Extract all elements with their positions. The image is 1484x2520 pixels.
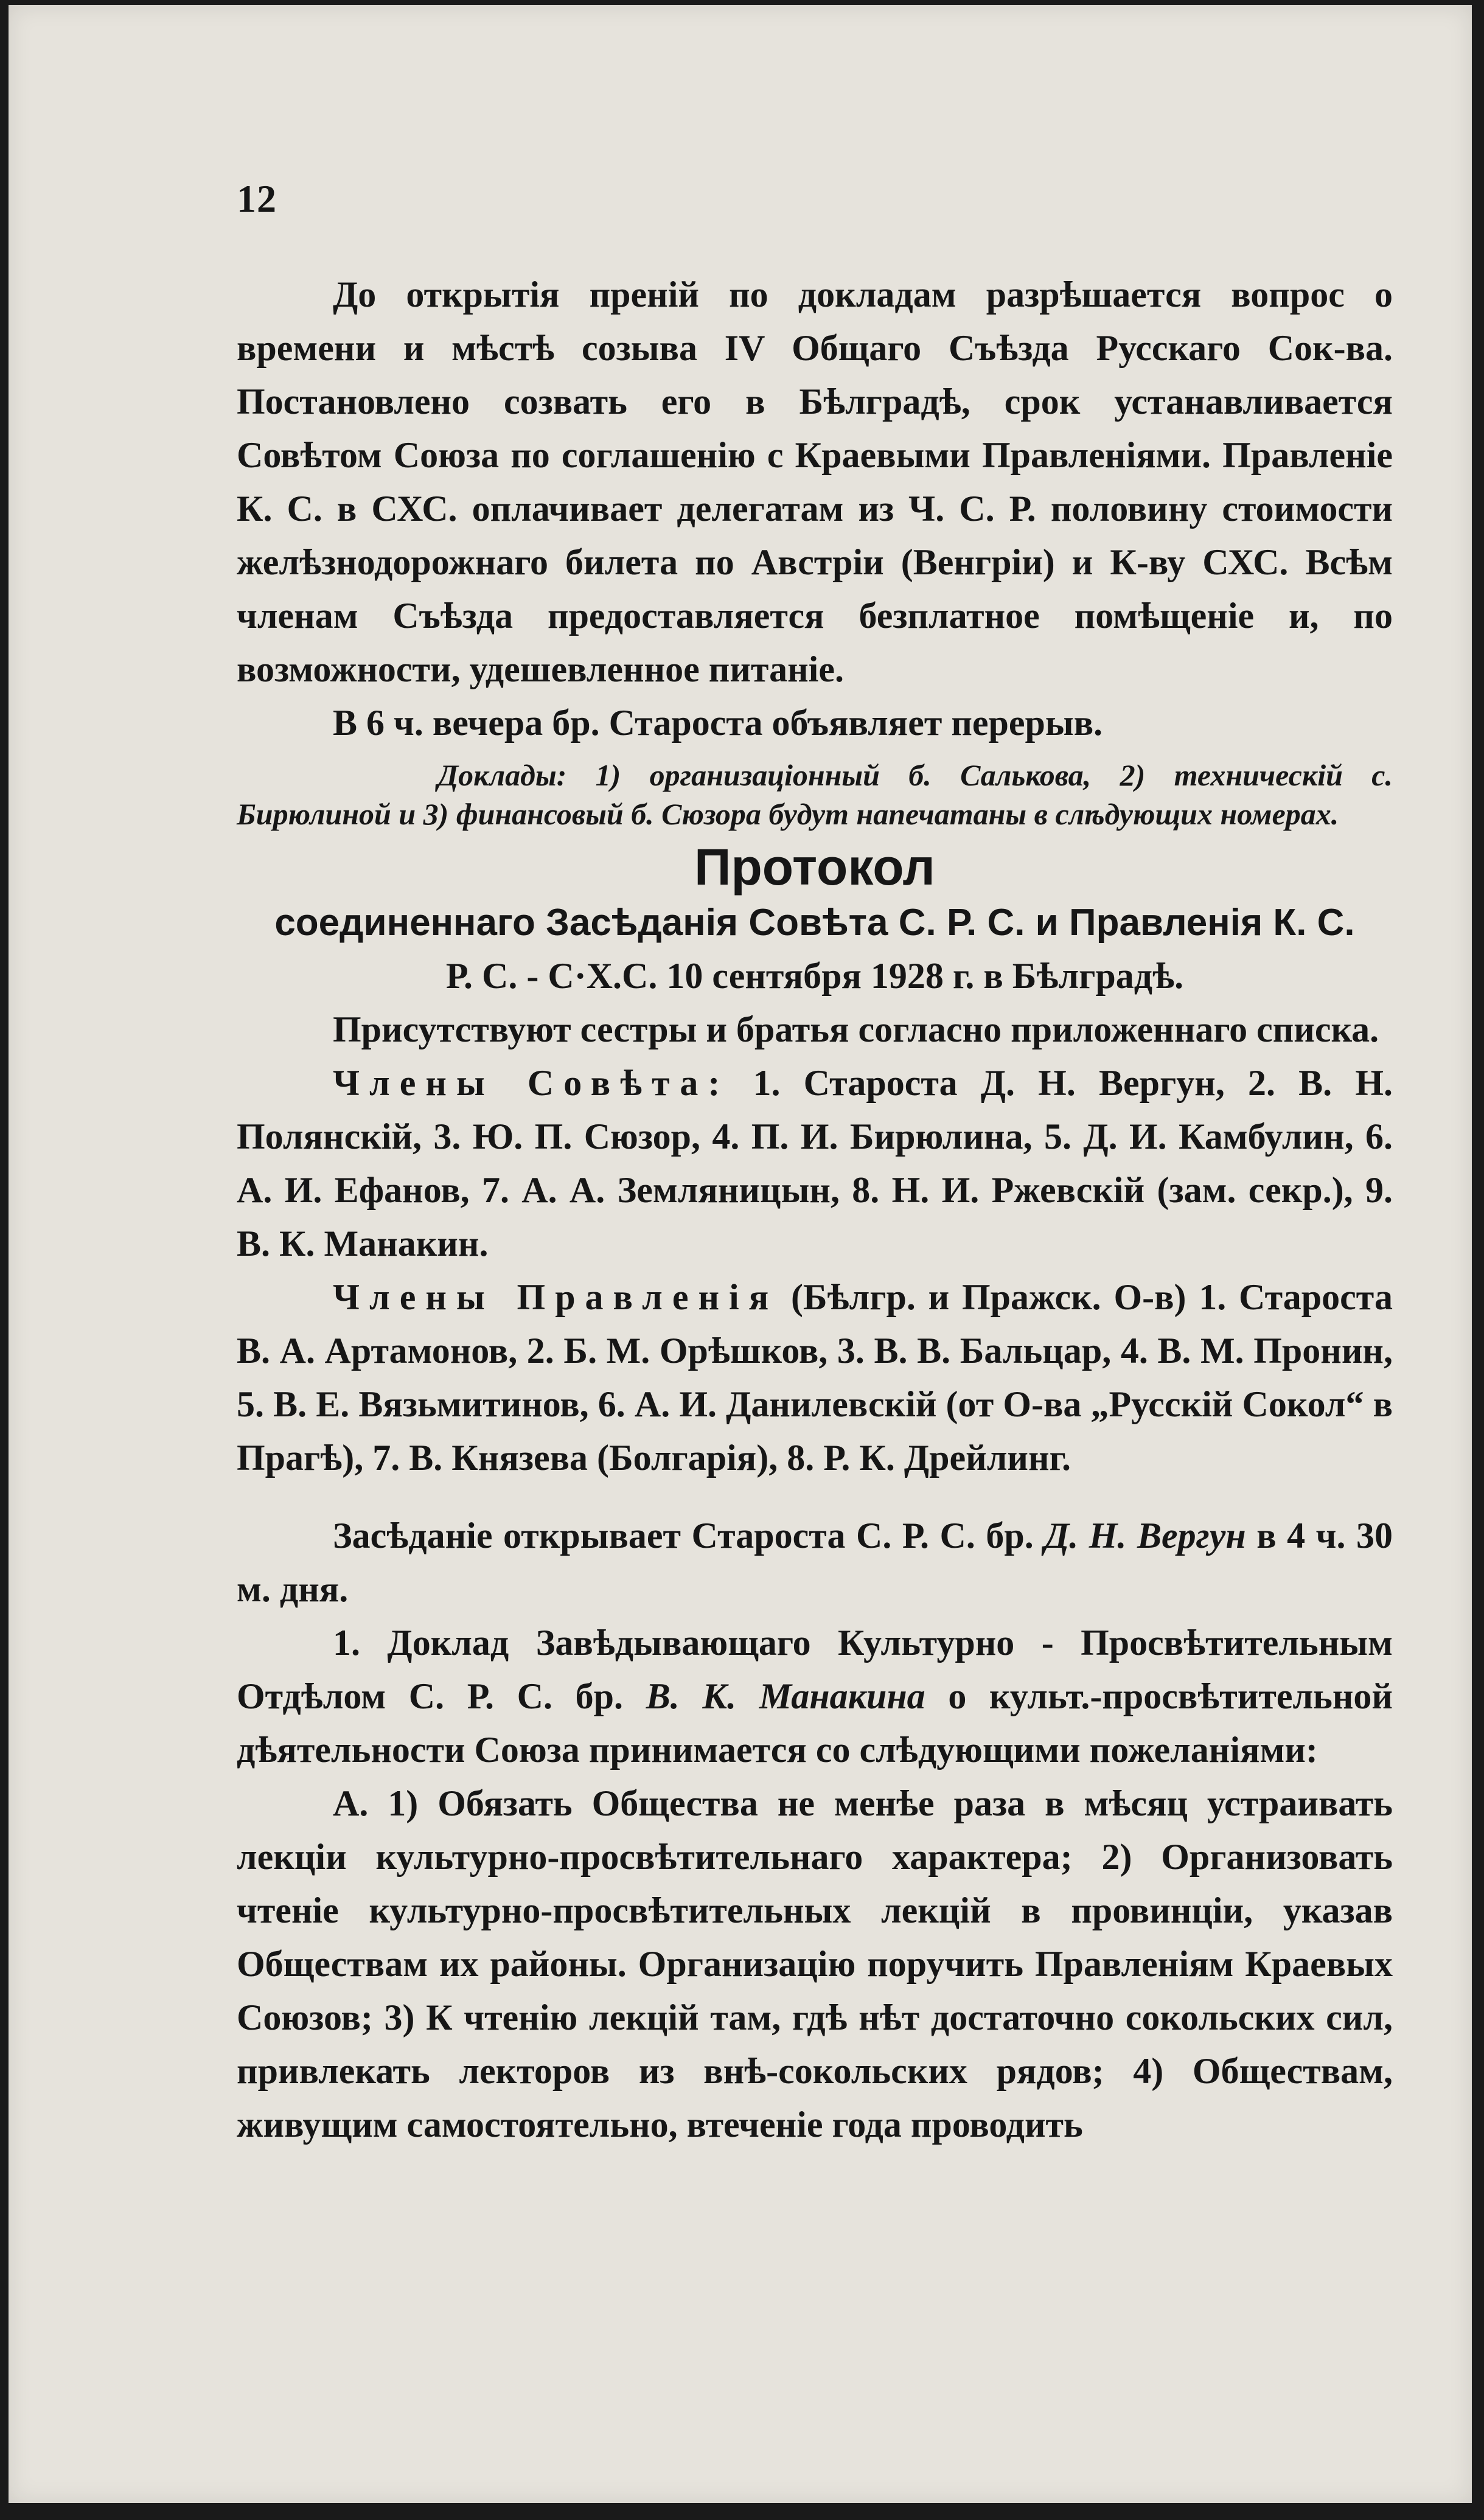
protocol-title: Протокол [694, 838, 935, 896]
paragraph-council-members [237, 1056, 1393, 1270]
report-one-outro: о культ.-просвѣтительной дѣятельности Союза принимается со слѣдующими пожеланіями: [237, 1676, 1393, 1770]
paragraph-attendance: Присутствуют сестры и братья согласно приложеннаго списка. [333, 1009, 1379, 1049]
protocol-subtitle: соединеннаго Засѣданія Совѣта С. Р. С. и Правленія К. С. [274, 902, 1355, 944]
paragraph-board-members [237, 1270, 1393, 1485]
paragraph-resolutions-a: А. 1) Обязать Общества не менѣе раза в мѣсяц устраивать лекціи культурно-просвѣтительнаго характера; 2) Организовать чтеніе культурно-просвѣтительных лекцій в провинціи, указав Обществам их районы. Организацію поручить Правленіям Краевых Союзов; 3) К чтенію лекцій там, гдѣ нѣт достаточно сокольских сил, привлекать лекторов из внѣ-сокольских рядов; 4) Обществам, живущим самостоятельно, втеченіе года проводить [237, 1783, 1393, 2145]
board-members-list: (Бѣлгр. и Пражск. О-в) 1. Староста В. А. Артамонов, 2. Б. М. Орѣшков, 3. В. В. Бальцар, 4. В. М. Пронин, 5. В. Е. Вязьмитинов, 6. А. И. Данилевскій (от О-ва „Русскій Сокол“ в Прагѣ), 7. В. Князева (Болгарія), 8. Р. К. Дрейлинг. [237, 1277, 1393, 1478]
page-body [237, 268, 1393, 2151]
board-members-label: Члены Правленія [333, 1277, 779, 1317]
paragraph-report-one [237, 1616, 1393, 1777]
protocol-date-line: Р. С. - С·Х.С. 10 сентября 1928 г. в Бѣлградѣ. [445, 956, 1184, 996]
paragraph-break-announcement: В 6 ч. вечера бр. Староста объявляет перерыв. [333, 703, 1103, 743]
council-members-list: 1. Староста Д. Н. Вергун, 2. В. Н. Полянскій, 3. Ю. П. Сюзор, 4. П. И. Бирюлина, 5. Д. И. Камбулин, 6. А. И. Ефанов, 7. А. А. Земляницын, 8. Н. И. Ржевскій (зам. секр.), 9. В. К. Манакин. [237, 1063, 1393, 1264]
paragraph-congress-location: До открытія преній по докладам разрѣшается вопрос о времени и мѣстѣ созыва IV Общаго Съѣзда Русскаго Сок-ва. Постановлено созвать его в Бѣлградѣ, срок устанавливается Совѣтом Союза по соглашенію с Краевыми Правленіями. Правленіе К. С. в СХС. оплачивает делегатам из Ч. С. Р. половину стоимости желѣзнодорожнаго билета по Австріи (Венгріи) и К-ву СХС. Всѣм членам Съѣзда предоставляется безплатное помѣщеніе и, по возможности, удешевленное питаніе. [237, 274, 1393, 689]
page-number: 12 [237, 177, 277, 220]
document-page [9, 5, 1472, 2503]
council-members-label: Члены Совѣта: [333, 1063, 730, 1103]
report-one-intro: 1. Доклад Завѣдывающаго Культурно - Просвѣтительным Отдѣлом С. Р. С. бр. [237, 1623, 1393, 1716]
session-opening-time: в 4 ч. 30 м. дня. [237, 1516, 1393, 1609]
chairman-name: Д. Н. Вергун [1044, 1516, 1246, 1556]
reporter-name: В. К. Манакина [646, 1676, 925, 1716]
paragraph-session-opening [237, 1509, 1393, 1616]
session-opening-text: Засѣданіе открывает Староста С. Р. С. бр. [333, 1516, 1034, 1556]
footnote-reports: Доклады: 1) организаціонный б. Салькова, 2) техническій с. Бирюлиной и 3) финансовый б. Сюзора будут напечатаны в слѣдующих номерах. [237, 758, 1393, 831]
